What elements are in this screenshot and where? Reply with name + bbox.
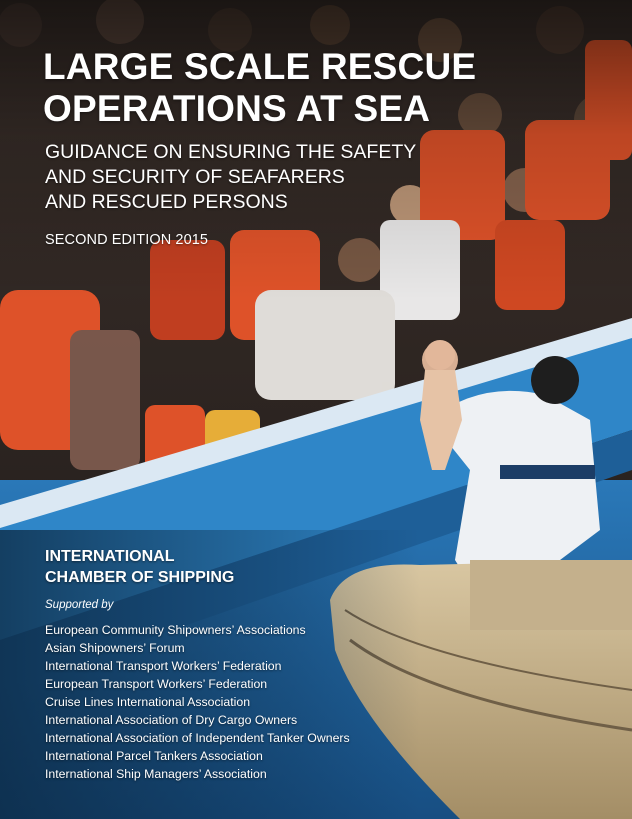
publisher-line-1: INTERNATIONAL <box>45 548 175 565</box>
subtitle-line-3: AND RESCUED PERSONS <box>45 191 288 213</box>
supporter-item: International Association of Dry Cargo Owners <box>45 713 298 727</box>
supporter-item: International Parcel Tankers Association <box>45 749 263 763</box>
edition-label: SECOND EDITION 2015 <box>45 232 209 248</box>
supporter-item: Cruise Lines International Association <box>45 695 251 709</box>
title-line-1: LARGE SCALE RESCUE <box>43 46 477 87</box>
title-line-2: OPERATIONS AT SEA <box>43 88 431 129</box>
supporter-item: International Ship Managers’ Association <box>45 767 267 781</box>
supporter-item: European Transport Workers’ Federation <box>45 677 268 691</box>
supporter-item: International Transport Workers’ Federation <box>45 659 282 673</box>
subtitle-line-1: GUIDANCE ON ENSURING THE SAFETY <box>45 141 417 163</box>
supported-by-label: Supported by <box>45 599 114 611</box>
subtitle-line-2: AND SECURITY OF SEAFARERS <box>45 166 345 188</box>
supporter-item: Asian Shipowners’ Forum <box>45 641 185 655</box>
supporter-item: European Community Shipowners’ Associations <box>45 623 306 637</box>
supporter-item: International Association of Independent Tanker Owners <box>45 731 350 745</box>
publisher-line-2: CHAMBER OF SHIPPING <box>45 569 235 586</box>
